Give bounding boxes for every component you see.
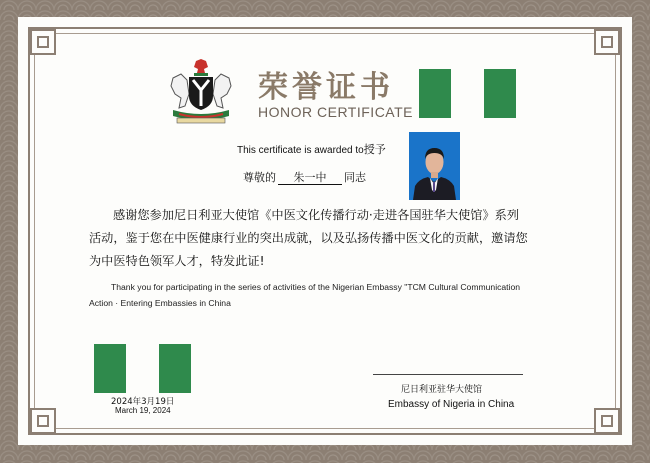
title-chinese: 荣誉证书 <box>258 70 394 105</box>
salutation: 尊敬的 <box>243 171 276 184</box>
corner-ornament-bottom-right <box>594 408 620 434</box>
body-chinese-line-1: 感谢您参加尼日利亚大使馆《中医文化传播行动·走进各国驻华大使馆》系列 <box>113 208 520 222</box>
honorific: 同志 <box>344 171 366 184</box>
body-english-line-1: Thank you for participating in the series of activities of the Nigerian Embassy "TCM Cultural Communication <box>111 282 521 292</box>
body-english-line-2: Action · Entering Embassies in China <box>89 298 231 308</box>
corner-ornament-top-left <box>30 29 56 55</box>
date-english: March 19, 2024 <box>115 406 171 415</box>
signature-line <box>373 374 523 375</box>
awarded-chinese: 授予 <box>363 144 386 156</box>
corner-ornament-top-right <box>594 29 620 55</box>
recipient-line <box>243 169 366 185</box>
body-chinese-line-2: 活动，鉴于您在中医健康行业的突出成就，以及弘扬传播中医文化的贡献，邀请您 <box>89 231 528 245</box>
nigeria-coat-of-arms-icon <box>163 58 239 126</box>
recipient-name: 朱一中 <box>278 171 342 185</box>
flag-stripe-top-right <box>484 69 516 118</box>
awarded-english: This certificate is awarded to <box>237 145 364 156</box>
date-chinese: 2024年3月19日 <box>111 397 175 407</box>
issuer-chinese: 尼日利亚驻华大使馆 <box>401 385 483 395</box>
title-english: HONOR CERTIFICATE <box>258 104 413 120</box>
corner-ornament-bottom-left <box>30 408 56 434</box>
flag-stripe-bottom-left <box>94 344 126 393</box>
issuer-english: Embassy of Nigeria in China <box>388 399 515 410</box>
flag-stripe-bottom-right <box>159 344 191 393</box>
body-english <box>89 279 579 311</box>
awarded-line <box>237 141 386 157</box>
body-chinese <box>89 204 579 273</box>
flag-stripe-top-left <box>419 69 451 118</box>
body-chinese-line-3: 为中医特色领军人才，特发此证! <box>89 254 265 268</box>
recipient-photo <box>409 132 460 200</box>
